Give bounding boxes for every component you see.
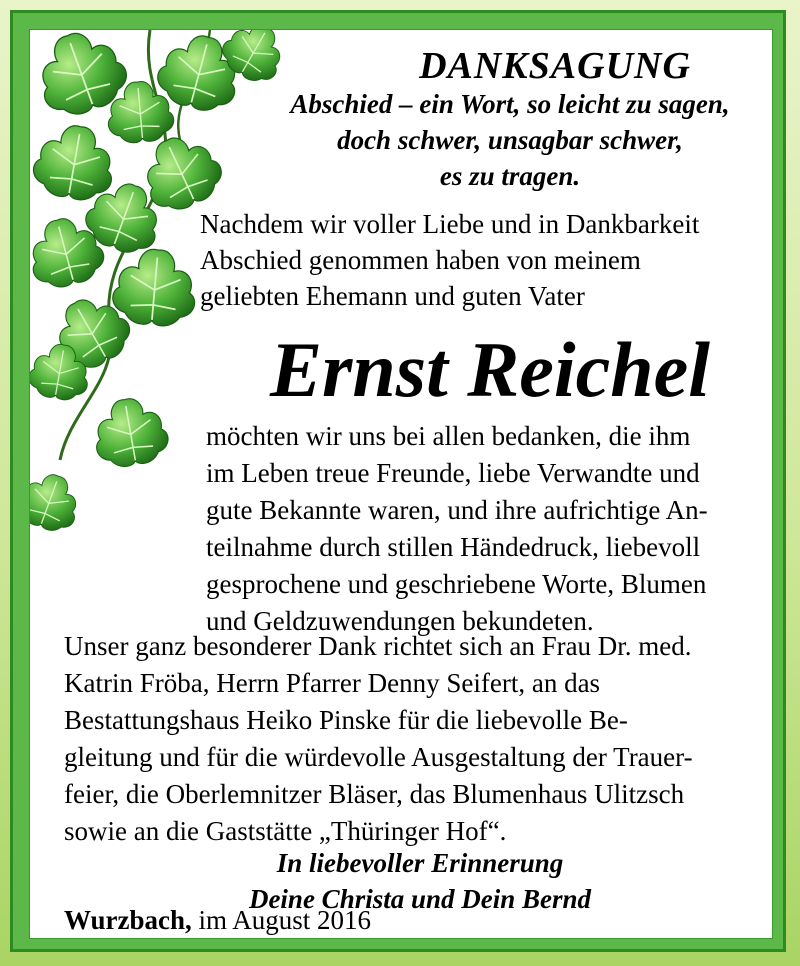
date-text: im August 2016	[198, 905, 372, 935]
verse-line: Abschied – ein Wort, so leicht zu sagen,	[290, 89, 730, 119]
special-thanks-line: sowie an die Gaststätte „Thüringer Hof“.	[64, 816, 507, 846]
thanks-paragraph	[206, 418, 766, 640]
notice-body	[29, 29, 773, 939]
closing-line: Deine Christa und Dein Bernd	[248, 884, 592, 914]
special-thanks-line: Unser ganz besonderer Dank richtet sich an Frau Dr. med.	[64, 631, 692, 661]
deceased-name: Ernst Reichel	[270, 326, 710, 413]
place-date	[64, 902, 564, 938]
thanks-line: möchten wir uns bei allen bedanken, die ihm	[206, 421, 691, 451]
special-thanks-paragraph	[64, 628, 769, 850]
intro-paragraph	[200, 206, 760, 314]
special-thanks-line: gleitung und für die würdevolle Ausgestaltung der Trauer-	[64, 742, 693, 772]
thanks-line: und Geldzuwendungen bekundeten.	[206, 606, 594, 636]
intro-line: geliebten Ehemann und guten Vater	[200, 281, 585, 311]
notice-title: DANKSAGUNG	[419, 45, 691, 87]
intro-line: Abschied genommen haben von meinem	[200, 245, 641, 275]
thanks-line: teilnahme durch stillen Händedruck, liebevoll	[206, 532, 701, 562]
closing-line: In liebevoller Erinnerung	[276, 848, 564, 878]
verse	[250, 86, 770, 194]
notice-frame	[10, 10, 786, 952]
special-thanks-line: Katrin Fröba, Herrn Pfarrer Denny Seifert, an das	[64, 668, 601, 698]
thanks-line: gute Bekannte waren, und ihre aufrichtige An-	[206, 495, 708, 525]
special-thanks-line: Bestattungshaus Heiko Pinske für die liebevolle Be-	[64, 705, 628, 735]
thanks-line: gesprochene und geschriebene Worte, Blumen	[206, 569, 707, 599]
intro-line: Nachdem wir voller Liebe und in Dankbarkeit	[200, 209, 700, 239]
verse-line: doch schwer, unsagbar schwer,	[337, 125, 683, 155]
thanks-line: im Leben treue Freunde, liebe Verwandte und	[206, 458, 700, 488]
place-name: Wurzbach,	[64, 905, 192, 935]
verse-line: es zu tragen.	[439, 161, 581, 191]
special-thanks-line: feier, die Oberlemnitzer Bläser, das Blumenhaus Ulitzsch	[64, 779, 685, 809]
